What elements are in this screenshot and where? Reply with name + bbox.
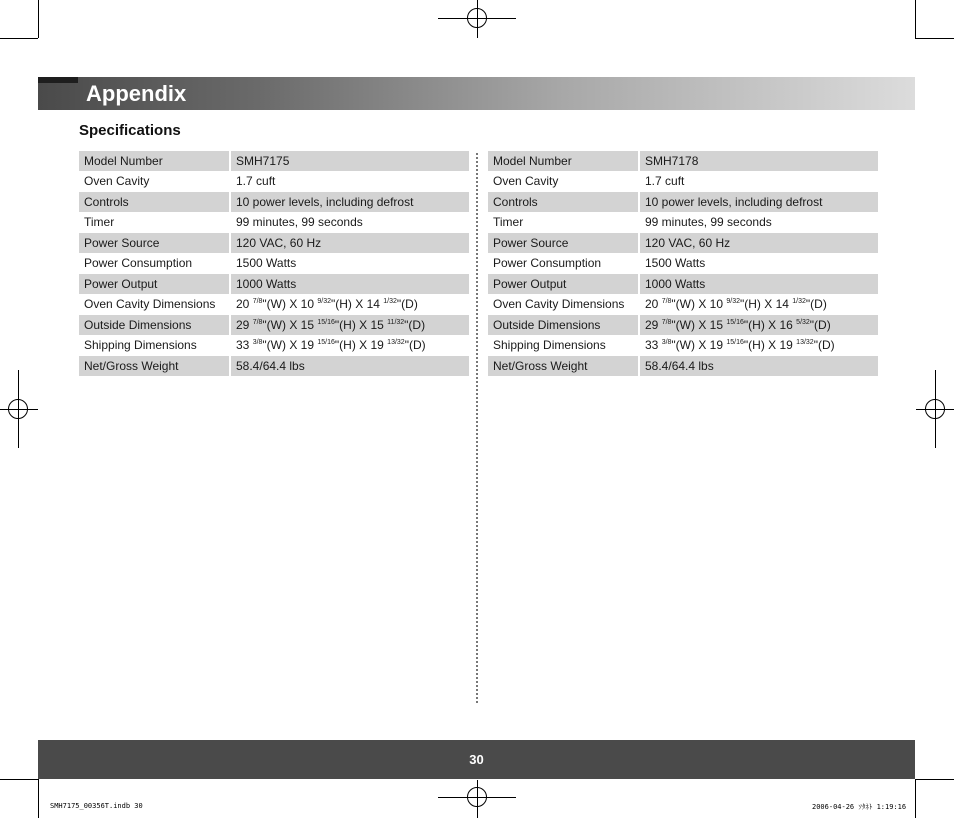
spec-label: Power Output <box>79 274 229 294</box>
crop-mark <box>38 0 39 38</box>
spec-value <box>229 233 469 253</box>
spec-value-text: 1500 Watts <box>645 256 706 271</box>
spec-value-text: 33 <box>236 338 253 353</box>
spec-value-text: SMH7178 <box>645 153 699 168</box>
spec-value <box>638 151 878 171</box>
spec-value <box>229 356 469 376</box>
spec-label: Power Consumption <box>84 256 193 271</box>
fraction-superscript: 13/32 <box>796 339 814 347</box>
spec-value-text: "(H) X 19 <box>334 338 388 353</box>
spec-row <box>79 233 469 253</box>
crop-mark <box>915 779 916 818</box>
slug-left: SMH7175_00356T.indb 30 <box>50 802 143 810</box>
fraction-superscript: 13/32 <box>387 339 405 347</box>
spec-value <box>229 172 469 192</box>
section-title: Specifications <box>79 122 181 139</box>
spec-row <box>488 254 878 274</box>
spec-value-text: 10 power levels, including defrost <box>236 194 414 209</box>
spec-row <box>79 192 469 212</box>
spec-value-text: "(H) X 16 <box>743 317 797 332</box>
spec-label: Controls <box>488 192 638 212</box>
spec-value-text: "(D) <box>813 338 835 353</box>
spec-label: Outside Dimensions <box>488 315 638 335</box>
spec-row <box>79 274 469 294</box>
spec-label: Oven Cavity <box>493 174 559 189</box>
spec-value <box>229 274 469 294</box>
spec-table-left <box>79 150 469 377</box>
page-title: Appendix <box>86 81 187 106</box>
fraction-superscript: 11/32 <box>387 318 405 326</box>
spec-row <box>488 315 878 335</box>
spec-row <box>488 151 878 171</box>
spec-row <box>488 172 878 192</box>
spec-value-text: SMH7175 <box>236 153 290 168</box>
spec-value-text: 58.4/64.4 lbs <box>645 358 714 373</box>
spec-value-text: "(H) X 14 <box>739 297 793 312</box>
spec-row <box>79 172 469 192</box>
spec-row <box>488 213 878 233</box>
spec-row <box>79 151 469 171</box>
fraction-superscript: 7/8 <box>661 298 672 306</box>
spec-row <box>79 356 469 376</box>
spec-label: Net/Gross Weight <box>79 356 229 376</box>
fraction-superscript: 5/32 <box>796 318 810 326</box>
spec-value-text: 1000 Watts <box>645 276 706 291</box>
spec-value-text: 29 <box>645 317 662 332</box>
spec-value-text: 20 <box>645 297 662 312</box>
fraction-superscript: 7/8 <box>661 318 672 326</box>
spec-value-text: "(H) X 19 <box>743 338 797 353</box>
registration-circle <box>925 399 945 419</box>
spec-row <box>488 295 878 315</box>
spec-row <box>79 315 469 335</box>
fraction-superscript: 9/32 <box>317 298 331 306</box>
spec-value-text: "(W) X 15 <box>671 317 727 332</box>
spec-label: Model Number <box>488 151 638 171</box>
spec-label: Power Consumption <box>493 256 602 271</box>
spec-label: Outside Dimensions <box>79 315 229 335</box>
spec-value-text: 1500 Watts <box>236 256 297 271</box>
spec-value-text: 33 <box>645 338 662 353</box>
spec-value <box>229 213 469 233</box>
crop-mark <box>915 38 954 39</box>
spec-value-text: 99 minutes, 99 seconds <box>236 215 363 230</box>
spec-value <box>638 336 878 356</box>
fraction-superscript: 9/32 <box>726 298 740 306</box>
spec-value <box>229 295 469 315</box>
crop-mark <box>915 779 954 780</box>
spec-value-text: "(H) X 14 <box>330 297 384 312</box>
spec-row <box>79 254 469 274</box>
fraction-superscript: 7/8 <box>252 318 263 326</box>
spec-row <box>488 192 878 212</box>
slug-right: 2006-04-26 ｿﾀﾈﾄ 1:19:16 <box>812 803 907 811</box>
spec-label: Timer <box>493 215 524 230</box>
spec-value-text: 120 VAC, 60 Hz <box>236 235 322 250</box>
fraction-superscript: 15/16 <box>317 318 335 326</box>
fraction-superscript: 15/16 <box>726 339 744 347</box>
crop-mark <box>915 0 916 38</box>
spec-value-text: "(W) X 19 <box>262 338 318 353</box>
spec-value <box>229 254 469 274</box>
spec-value <box>638 213 878 233</box>
spec-value-text: "(W) X 19 <box>671 338 727 353</box>
header-tab-accent <box>38 77 78 83</box>
spec-value-text: "(D) <box>809 317 831 332</box>
spec-row <box>79 336 469 356</box>
crop-mark <box>0 38 38 39</box>
spec-label: Net/Gross Weight <box>488 356 638 376</box>
spec-row <box>79 213 469 233</box>
fraction-superscript: 1/32 <box>383 298 397 306</box>
spec-value-text: "(D) <box>396 297 418 312</box>
spec-value-text: "(W) X 15 <box>262 317 318 332</box>
fraction-superscript: 3/8 <box>252 339 263 347</box>
fraction-superscript: 15/16 <box>726 318 744 326</box>
spec-label: Controls <box>79 192 229 212</box>
spec-value <box>638 254 878 274</box>
spec-value-text: "(D) <box>805 297 827 312</box>
registration-circle <box>8 399 28 419</box>
fraction-superscript: 7/8 <box>252 298 263 306</box>
fraction-superscript: 3/8 <box>661 339 672 347</box>
spec-value-text: 1.7 cuft <box>645 174 685 189</box>
spec-value <box>638 295 878 315</box>
spec-label: Power Source <box>79 233 229 253</box>
spec-value-text: 29 <box>236 317 253 332</box>
spec-value <box>638 192 878 212</box>
spec-label: Oven Cavity Dimensions <box>84 297 216 312</box>
spec-value-text: 99 minutes, 99 seconds <box>645 215 772 230</box>
spec-table-right <box>488 150 878 377</box>
spec-label: Shipping Dimensions <box>84 338 197 353</box>
spec-label: Power Output <box>488 274 638 294</box>
spec-value <box>229 336 469 356</box>
spec-value <box>638 233 878 253</box>
spec-label: Power Source <box>488 233 638 253</box>
spec-value-text: 10 power levels, including defrost <box>645 194 823 209</box>
page-number: 30 <box>469 752 484 767</box>
spec-value-text: 58.4/64.4 lbs <box>236 358 305 373</box>
spec-value-text: 20 <box>236 297 253 312</box>
spec-value-text: 1000 Watts <box>236 276 297 291</box>
spec-row <box>488 274 878 294</box>
spec-label: Timer <box>84 215 115 230</box>
spec-label: Model Number <box>79 151 229 171</box>
spec-value <box>638 356 878 376</box>
spec-value <box>638 315 878 335</box>
spec-row <box>79 295 469 315</box>
spec-value <box>638 172 878 192</box>
column-divider <box>476 153 478 703</box>
spec-value-text: "(W) X 10 <box>671 297 727 312</box>
spec-value-text: "(H) X 15 <box>334 317 388 332</box>
spec-label: Oven Cavity <box>84 174 150 189</box>
crop-mark <box>0 779 38 780</box>
spec-value-text: "(D) <box>404 338 426 353</box>
spec-row <box>488 233 878 253</box>
spec-value <box>229 192 469 212</box>
spec-value <box>638 274 878 294</box>
spec-label: Oven Cavity Dimensions <box>493 297 625 312</box>
crop-mark <box>38 779 39 818</box>
spec-value <box>229 151 469 171</box>
fraction-superscript: 15/16 <box>317 339 335 347</box>
spec-value-text: 1.7 cuft <box>236 174 276 189</box>
spec-value-text: "(W) X 10 <box>262 297 318 312</box>
spec-value <box>229 315 469 335</box>
footer-bar <box>38 740 915 779</box>
spec-row <box>488 336 878 356</box>
spec-value-text: 120 VAC, 60 Hz <box>645 235 731 250</box>
registration-circle <box>467 8 487 28</box>
registration-circle <box>467 787 487 807</box>
fraction-superscript: 1/32 <box>792 298 806 306</box>
spec-row <box>488 356 878 376</box>
spec-label: Shipping Dimensions <box>493 338 606 353</box>
spec-value-text: "(D) <box>404 317 426 332</box>
